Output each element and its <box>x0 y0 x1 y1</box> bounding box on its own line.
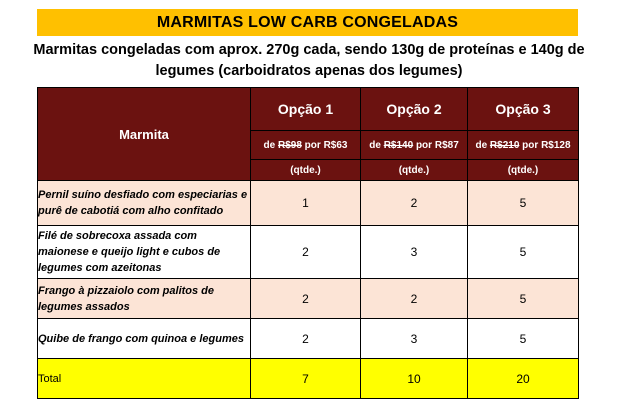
item-name: Frango à pizzaiolo com palitos de legumes assados <box>38 279 251 319</box>
description-line-1: Marmitas congeladas com aprox. 270g cada, sendo 130g de proteínas e 140g de <box>33 42 585 58</box>
new-price: R$63 <box>323 139 348 151</box>
old-price: R$140 <box>383 139 414 151</box>
price-connector: por <box>519 139 542 151</box>
price-prefix: de <box>475 139 490 151</box>
new-price: R$87 <box>434 139 459 151</box>
qty-option-2: 2 <box>361 279 468 319</box>
column-header-option-2: Opção 2 <box>361 88 468 131</box>
option-1-qty-label: (qtde.) <box>251 160 361 181</box>
price-connector: por <box>301 139 324 151</box>
qty-option-1: 2 <box>251 226 361 279</box>
description <box>30 40 588 82</box>
total-row <box>38 359 579 399</box>
old-price: R$98 <box>277 139 302 151</box>
page-title <box>37 9 578 36</box>
price-prefix: de <box>263 139 278 151</box>
column-header-option-1: Opção 1 <box>251 88 361 131</box>
option-3-price <box>468 131 579 160</box>
option-2-qty-label: (qtde.) <box>361 160 468 181</box>
menu-table <box>37 87 579 399</box>
qty-option-3: 5 <box>468 181 579 226</box>
header-row-options <box>38 88 579 131</box>
total-label: Total <box>38 359 251 399</box>
item-name: Pernil suíno desfiado com especiarias e purê de cabotiá com alho confitado <box>38 181 251 226</box>
option-3-qty-label: (qtde.) <box>468 160 579 181</box>
item-name: Quibe de frango com quinoa e legumes <box>38 319 251 359</box>
qty-option-1: 1 <box>251 181 361 226</box>
price-connector: por <box>413 139 435 151</box>
new-price: R$128 <box>541 139 571 151</box>
qty-option-2: 3 <box>361 319 468 359</box>
page-title-text: MARMITAS LOW CARB CONGELADAS <box>156 13 459 31</box>
total-option-1: 7 <box>251 359 361 399</box>
price-prefix: de <box>369 139 384 151</box>
option-2-price <box>361 131 468 160</box>
table-row <box>38 181 579 226</box>
total-option-2: 10 <box>361 359 468 399</box>
description-line-2: legumes (carboidratos apenas dos legumes) <box>155 63 463 79</box>
table-row <box>38 319 579 359</box>
qty-option-1: 2 <box>251 279 361 319</box>
column-header-marmita: Marmita <box>38 88 251 181</box>
item-name: Filé de sobrecoxa assada com maionese e queijo light e cubos de legumes com azeitonas <box>38 226 251 279</box>
qty-option-2: 2 <box>361 181 468 226</box>
old-price: R$210 <box>489 139 520 151</box>
qty-option-3: 5 <box>468 226 579 279</box>
table-row <box>38 279 579 319</box>
qty-option-3: 5 <box>468 319 579 359</box>
qty-option-3: 5 <box>468 279 579 319</box>
column-header-option-3: Opção 3 <box>468 88 579 131</box>
total-option-3: 20 <box>468 359 579 399</box>
table-row <box>38 226 579 279</box>
qty-option-1: 2 <box>251 319 361 359</box>
option-1-price <box>251 131 361 160</box>
qty-option-2: 3 <box>361 226 468 279</box>
